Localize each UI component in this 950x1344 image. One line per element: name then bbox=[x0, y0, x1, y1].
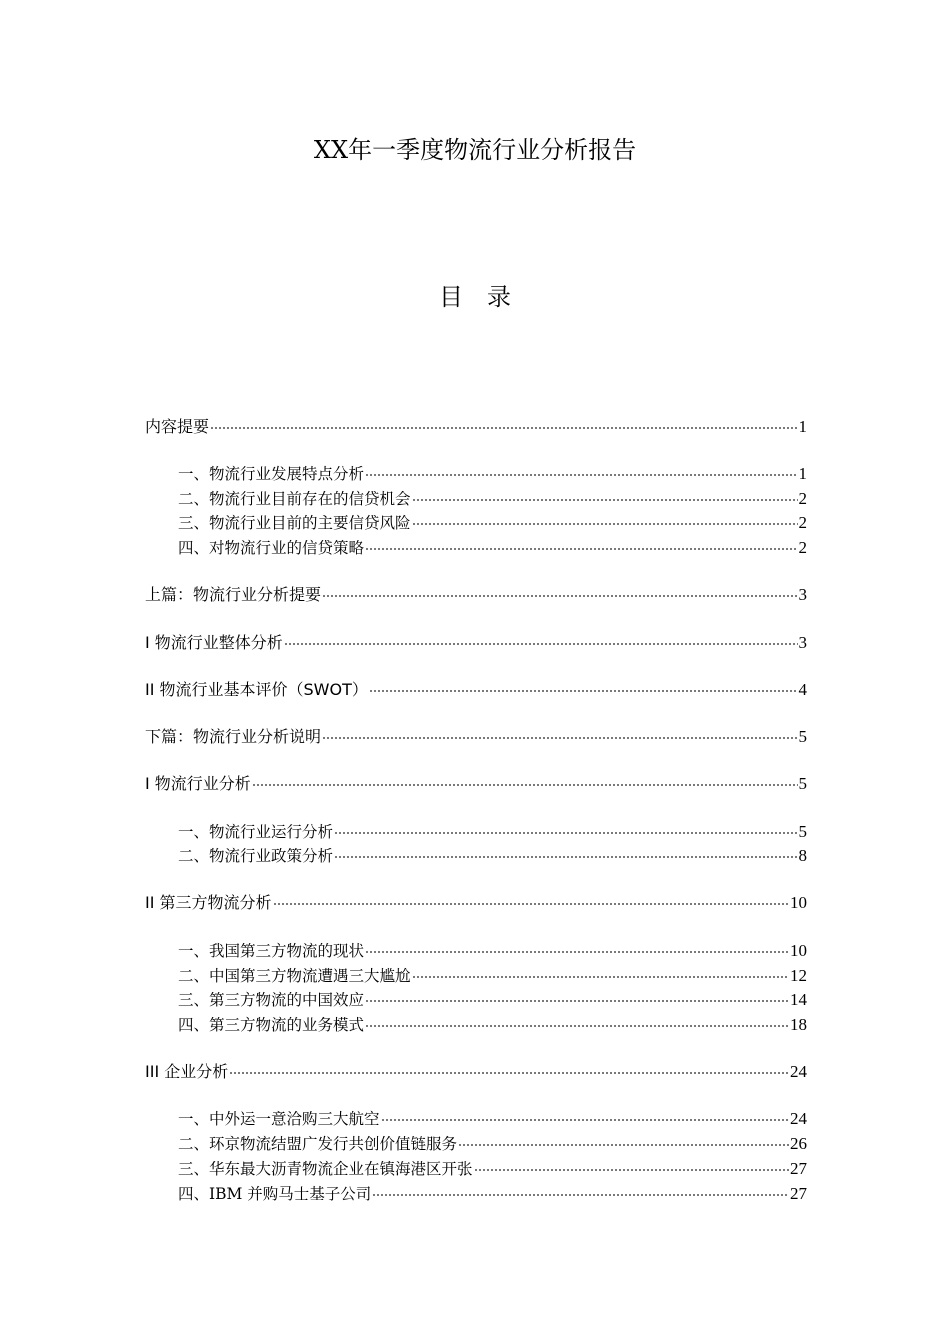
toc-entry-page: 12 bbox=[790, 966, 807, 985]
dot-leader bbox=[252, 781, 798, 789]
toc-entry-page: 18 bbox=[790, 1015, 807, 1034]
toc-entry[interactable] bbox=[178, 1013, 807, 1037]
toc-entry-text: 下篇：物流行业分析说明 bbox=[145, 727, 322, 746]
toc-entry-page: 24 bbox=[790, 1062, 807, 1081]
toc-entry[interactable] bbox=[178, 487, 807, 511]
toc-entry-page: 2 bbox=[798, 513, 807, 532]
dot-leader bbox=[365, 545, 797, 553]
toc-entry-text: 上篇：物流行业分析提要 bbox=[145, 585, 322, 604]
toc-entry[interactable] bbox=[178, 1132, 807, 1156]
toc-entry-text: III 企业分析 bbox=[145, 1062, 229, 1081]
dot-leader bbox=[458, 1141, 789, 1149]
dot-leader bbox=[273, 900, 789, 908]
toc-entry-page: 5 bbox=[798, 774, 807, 793]
toc-entry-text: 一、我国第三方物流的现状 bbox=[178, 942, 365, 960]
toc-entry-page: 27 bbox=[790, 1159, 807, 1178]
toc-entry-text: 三、华东最大沥青物流企业在镇海港区开张 bbox=[178, 1160, 473, 1178]
toc-entry-text: 三、第三方物流的中国效应 bbox=[178, 991, 365, 1009]
toc-entry-text: 一、中外运一意洽购三大航空 bbox=[178, 1110, 380, 1128]
toc-entry-page: 27 bbox=[790, 1184, 807, 1203]
toc-entry-text: 二、物流行业政策分析 bbox=[178, 847, 334, 865]
dot-leader bbox=[365, 471, 797, 479]
toc-entry[interactable] bbox=[145, 583, 807, 607]
toc-entry[interactable] bbox=[178, 844, 807, 868]
dot-leader bbox=[229, 1069, 789, 1077]
toc-entry-text: 三、物流行业目前的主要信贷风险 bbox=[178, 514, 411, 532]
toc-entry-text: 内容提要 bbox=[145, 417, 210, 436]
toc-entry[interactable] bbox=[178, 1107, 807, 1131]
toc-entry-page: 4 bbox=[798, 680, 807, 699]
toc-entry-page: 1 bbox=[798, 417, 807, 436]
toc-entry-page: 2 bbox=[798, 538, 807, 557]
toc-entry-page: 3 bbox=[798, 633, 807, 652]
dot-leader bbox=[365, 997, 789, 1005]
toc-entry[interactable] bbox=[178, 536, 807, 560]
dot-leader bbox=[210, 424, 797, 432]
toc-entry-page: 8 bbox=[798, 846, 807, 865]
toc-entry[interactable] bbox=[178, 964, 807, 988]
toc-entry[interactable] bbox=[178, 1157, 807, 1181]
toc-entry[interactable] bbox=[145, 725, 807, 749]
toc-entry[interactable] bbox=[145, 1060, 807, 1084]
toc-entry-text: 二、中国第三方物流遭遇三大尴尬 bbox=[178, 967, 411, 985]
toc-entry-text: 二、环京物流结盟广发行共创价值链服务 bbox=[178, 1135, 458, 1153]
toc-entry[interactable] bbox=[178, 820, 807, 844]
toc-entry[interactable] bbox=[145, 772, 807, 796]
document-title: XX年一季度物流行业分析报告 bbox=[313, 136, 637, 164]
toc-entry[interactable] bbox=[178, 939, 807, 963]
toc-entry[interactable] bbox=[145, 631, 807, 655]
dot-leader bbox=[412, 520, 798, 528]
toc-entry-text: 四、第三方物流的业务模式 bbox=[178, 1016, 365, 1034]
toc-entry-page: 3 bbox=[798, 585, 807, 604]
dot-leader bbox=[334, 853, 797, 861]
toc-entry-page: 2 bbox=[798, 489, 807, 508]
dot-leader bbox=[372, 1191, 789, 1199]
toc-entry-page: 10 bbox=[790, 941, 807, 960]
dot-leader bbox=[284, 640, 798, 648]
toc-entry[interactable] bbox=[145, 415, 807, 439]
dot-leader bbox=[381, 1116, 789, 1124]
dot-leader bbox=[412, 496, 798, 504]
toc-entry-page: 26 bbox=[790, 1134, 807, 1153]
toc-entry[interactable] bbox=[145, 891, 807, 915]
dot-leader bbox=[322, 734, 797, 742]
toc-entry[interactable] bbox=[178, 988, 807, 1012]
toc-entry-text: II 第三方物流分析 bbox=[145, 893, 272, 912]
toc-heading: 目录 bbox=[439, 283, 535, 311]
toc-entry-text: I 物流行业整体分析 bbox=[145, 633, 283, 652]
toc-entry-text: 一、物流行业运行分析 bbox=[178, 823, 334, 841]
toc-entry[interactable] bbox=[178, 1182, 807, 1206]
toc-entry[interactable] bbox=[178, 511, 807, 535]
dot-leader bbox=[365, 1022, 789, 1030]
toc-entry-text: 四、IBM 并购马士基子公司 bbox=[178, 1185, 372, 1203]
toc-entry-text: I 物流行业分析 bbox=[145, 774, 251, 793]
toc-entry-text: 四、对物流行业的信贷策略 bbox=[178, 539, 365, 557]
toc-entry-page: 14 bbox=[790, 990, 807, 1009]
dot-leader bbox=[474, 1166, 789, 1174]
toc-entry-page: 1 bbox=[798, 464, 807, 483]
toc-entry-text: 二、物流行业目前存在的信贷机会 bbox=[178, 490, 411, 508]
dot-leader bbox=[334, 829, 797, 837]
dot-leader bbox=[365, 948, 789, 956]
toc-entry-text: 一、物流行业发展特点分析 bbox=[178, 465, 365, 483]
toc-entry[interactable] bbox=[178, 462, 807, 486]
toc-entry[interactable] bbox=[145, 678, 807, 702]
toc-entry-page: 24 bbox=[790, 1109, 807, 1128]
toc-entry-text: II 物流行业基本评价（SWOT） bbox=[145, 680, 368, 699]
dot-leader bbox=[369, 687, 798, 695]
toc-entry-page: 5 bbox=[798, 822, 807, 841]
dot-leader bbox=[322, 592, 797, 600]
dot-leader bbox=[412, 973, 789, 981]
toc-entry-page: 5 bbox=[798, 727, 807, 746]
toc-entry-page: 10 bbox=[790, 893, 807, 912]
